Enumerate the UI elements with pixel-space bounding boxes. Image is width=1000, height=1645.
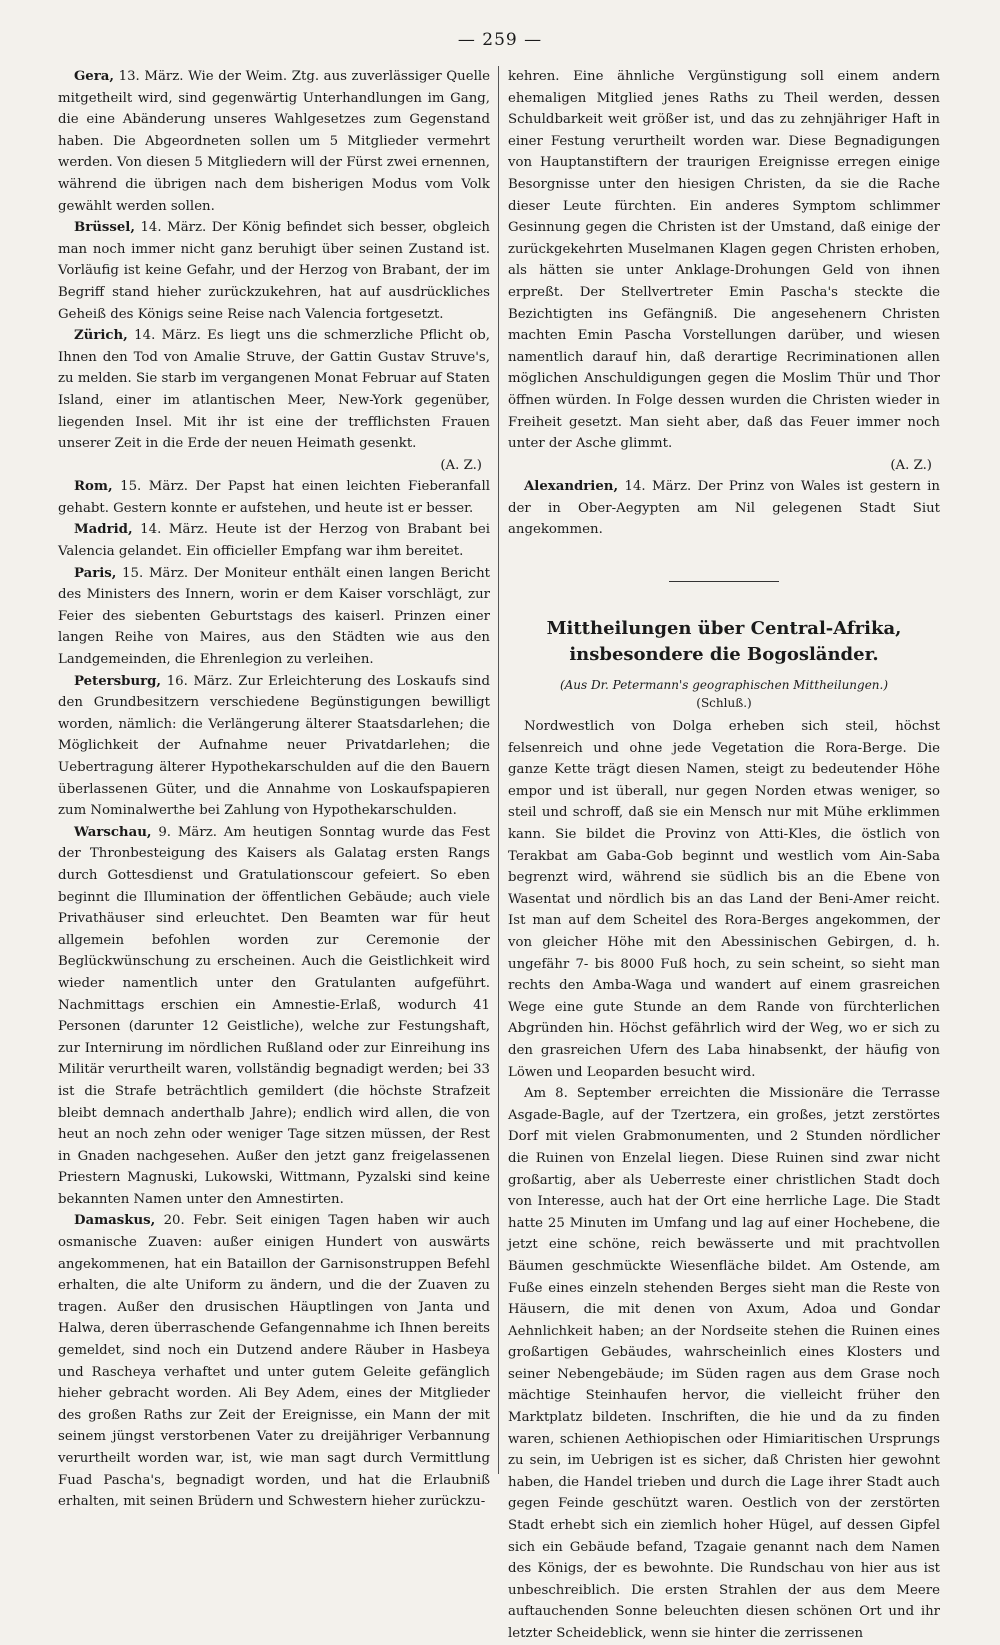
- left-column: [58, 66, 490, 1513]
- news-item-alexandrien: [508, 476, 940, 541]
- news-text: 16. März. Zur Erleichterung des Loskaufs sind den Grundbesitzern verschiedene Begünstigungen bewilligt worden, nämlich: die Verlängerung älterer Staatsdarlehen; die Möglichkeit der Aufnahme neuer Privatdarlehen; die Uebertragung älterer Hypothekarschulden auf die den Bauern überlassenen Güter, und die Annahme von Loskaufspapieren zum Nominalwerthe bei Zahlung von Hypothekarschulden.: [58, 673, 490, 819]
- news-text: 15. März. Der Moniteur enthält einen langen Bericht des Ministers des Innern, worin er dem Kaiser vorschlägt, zur Feier des siebenten Geburtstags des kaiserl. Prinzen einer langen Reihe von Maires, aus den Städten wie aus den Landgemeinden, die Ehrenlegion zu verleihen.: [58, 565, 490, 668]
- news-item-warschau: [58, 822, 490, 1211]
- section-rule: [669, 581, 779, 582]
- news-text: 9. März. Am heutigen Sonntag wurde das Fest der Thronbesteigung des Kaisers als Galatag ersten Rangs durch Gottesdienst und Gratulationscour gefeiert. So eben beginnt die Illumination der öffentlichen Gebäude; auch viele Privathäuser sind erleuchtet. Den Beamten war für heut allgemein befohlen worden zur Ceremonie der Beglückwünschung zu erscheinen. Auch die Geistlichkeit wird wieder namentlich unter den Gratulanten aufgeführt. Nachmittags erschien ein Amnestie-Erlaß, wodurch 41 Personen (darunter 12 Geistliche), welche zur Festungshaft, zur Internirung im nördlichen Rußland oder zur Einreihung ins Militär verurtheilt waren, vollständig begnadigt werden; bei 33 ist die Strafe beträchtlich gemildert (die höchste Strafzeit bleibt demnach anderthalb Jahre); endlich wird allen, die von heut an noch zehn oder weniger Tage sitzen müssen, der Rest in Gnaden nachgesehen. Außer den jetzt ganz freigelassenen Priestern Magnuski, Lukowski, Wittmann, Pyzalski sind keine bekannten Namen unter den Amnestirten.: [58, 824, 490, 1207]
- news-text: kehren. Eine ähnliche Vergünstigung soll einem andern ehemaligen Mitglied jenes Raths zu Theil werden, dessen Schuldbarkeit weit größer ist, und das zu zehnjähriger Haft in einer Festung verurtheilt worden war. Diese Begnadigungen von Hauptanstiftern der traurigen Ereignisse erregen einige Besorgnisse unter den hiesigen Christen, da sie die Rache dieser Leute fürchten. Ein anderes Symptom schlimmer Gesinnung gegen die Christen ist der Umstand, daß einige der zurückgekehrten Muselmanen Klagen gegen Christen erhoben, als hätten sie unter Anklage-Drohungen Geld von ihnen erpreßt. Der Stellvertreter Emin Pascha's steckte die Bezichtigten ins Gefängniß. Die angesehenern Christen machten Emin Pascha Vorstellungen darüber, und wiesen namentlich darauf hin, daß derartige Recriminationen allen möglichen Anschuldigungen gegen die Moslim Thür und Thor öffnen würden. In Folge dessen wurden die Christen wieder in Freiheit gesetzt. Man sieht aber, daß das Feuer immer noch unter der Asche glimmt.: [508, 69, 940, 452]
- dateline-place: Gera,: [73, 69, 115, 84]
- dateline-place: Damaskus,: [73, 1213, 156, 1229]
- article-title: Mittheilungen über Central-Afrika, insbesondere die Bogosländer.: [546, 618, 902, 666]
- dateline-place: Rom,: [73, 479, 113, 495]
- news-text: 14. März. Der Prinz von Wales ist gestern in der in Ober-Aegypten am Nil gelegenen Stadt Siut angekommen.: [508, 479, 940, 538]
- news-text: 14. März. Der König befindet sich besser, obgleich man noch immer nicht ganz beruhigt über seinen Zustand ist. Vorläufig ist keine Gefahr, und der Herzog von Brabant, der im Begriff stand hieher zurückzukehren, hat auf ausdrückliches Geheiß des Königs seine Reise nach Valencia fortgesetzt.: [58, 220, 490, 322]
- news-item-bruessel: [58, 217, 490, 325]
- news-text: 20. Febr. Seit einigen Tagen haben wir auch osmanische Zuaven: außer einigen Hundert von auswärts angekommenen, hat ein Bataillon der Garnisonstruppen Befehl erhalten, die alte Uniform zu ändern, und die der Zuaven zu tragen. Außer den drusischen Häuptlingen von Janta und Halwa, deren überraschende Gefangennahme ich Ihnen bereits gemeldet, sind noch ein Dutzend andere Räuber in Hasbeya und Rascheya verhaftet und unter gutem Geleite gefänglich hieher gebracht worden. Ali Bey Adem, eines der Mitglieder des großen Raths zur Zeit der Ereignisse, ein Mann der mit seinem jüngst verstorbenen Vater zu dreijähriger Verbannung verurtheilt worden war, ist, wie man sagt durch Vermittlung Fuad Pascha's, begnadigt worden, und hat die Erlaubniß erhalten, mit seinen Brüdern und Schwestern hieher zurückzu-: [58, 1213, 490, 1510]
- news-source: (A. Z.): [440, 457, 482, 473]
- news-item-gera: [58, 66, 490, 217]
- news-text: 14. März. Es liegt uns die schmerzliche Pflicht ob, Ihnen den Tod von Amalie Struve, der Gattin Gustav Struve's, zu melden. Sie starb im vergangenen Monat Februar auf Staten Island, einer im atlantischen Meer, New-York gegenüber, liegenden Insel. Mit ihr ist eine der trefflichsten Frauen unserer Zeit in die Erde der neuen Heimath gesenkt.: [58, 328, 490, 452]
- dateline-place: Alexandrien,: [523, 479, 619, 495]
- news-item-damaskus-continued: [508, 66, 940, 476]
- right-column: [508, 66, 940, 1645]
- news-item-zuerich: [58, 325, 490, 476]
- article-paragraph: Nordwestlich von Dolga erheben sich steil, höchst felsenreich und ohne jede Vegetation die Rora-Berge. Die ganze Kette trägt diesen Namen, steigt zu bedeutender Höhe empor und ist überall, nur gegen Norden etwas weniger, so steil und schroff, daß sie ein Mensch nur mit Mühe erklimmen kann. Sie bildet die Provinz von Atti-Kles, die östlich von Terakbat am Gaba-Gob beginnt und westlich vom Ain-Saba begrenzt wird, während sie südlich bis an die Ebene von Wasentat und nördlich bis an das Land der Beni-Amer reicht. Ist man auf dem Scheitel des Rora-Berges angekommen, der von gleicher Höhe mit den Abessinischen Gebirgen, d. h. ungefähr 7- bis 8000 Fuß hoch, zu sein scheint, so sieht man rechts den Amba-Waga und wandert auf einem grasreichen Wege eine gute Stunde an dem Rande von fürchterlichen Abgründen hin. Höchst gefährlich wird der Weg, wo er sich zu den grasreichen Ufern des Laba hinabsenkt, der häufig von Löwen und Leoparden besucht wird.: [508, 719, 940, 1080]
- column-divider: [498, 66, 499, 1474]
- news-item-damaskus: [58, 1210, 490, 1512]
- news-item-petersburg: [58, 671, 490, 822]
- news-item-madrid: [58, 519, 490, 562]
- news-text: 13. März. Wie der Weim. Ztg. aus zuverlässiger Quelle mitgetheilt wird, sind gegenwärtig Unterhandlungen im Gang, die eine Abänderung unseres Wahlgesetzes zum Gegenstand haben. Die Abgeordneten sollen um 5 Mitglieder vermehrt werden. Von diesen 5 Mitgliedern will der Fürst zwei ernennen, während die übrigen nach dem bisherigen Modus vom Volk gewählt werden sollen.: [58, 69, 490, 214]
- dateline-place: Petersburg,: [73, 673, 162, 689]
- news-item-paris: [58, 563, 490, 671]
- page-number: — 259 —: [457, 30, 543, 50]
- article-paragraph: Am 8. September erreichten die Missionäre die Terrasse Asgade-Bagle, auf der Tzertzera, ein großes, jetzt zerstörtes Dorf mit vielen Grabmonumenten, und 2 Stunden nördlicher die Ruinen von Enzelal liegen. Diese Ruinen sind zwar nicht großartig, aber als Ueberreste einer christlichen Stadt doch von Interesse, auch hat der Ort eine herrliche Lage. Die Stadt hatte 25 Minuten im Umfang und lag auf einer Hochebene, die jetzt eine schöne, reich bewässerte und mit prachtvollen Bäumen geschmückte Wiesenfläche bildet. Am Ostende, am Fuße eines einzeln stehenden Berges sieht man die Reste von Häusern, die mit denen von Axum, Adoa und Gondar Aehnlichkeit haben; an der Nordseite stehen die Ruinen eines großartigen Gebäudes, wahrscheinlich eines Klosters und seiner Nebengebäude; im Süden ragen aus dem Grase noch mächtige Steinhaufen hervor, die vielleicht früher den Marktplatz bildeten. Inschriften, die hie und da zu finden waren, schienen Aethiopischen oder Himiaritischen Ursprungs zu sein, im Uebrigen ist es sicher, daß Christen hier gewohnt haben, die Handel trieben und durch die Lage ihrer Stadt auch gegen Feinde geschützt waren. Oestlich von der zerstörten Stadt erhebt sich ein ziemlich hoher Hügel, auf dessen Gipfel sich ein Gebäude befand, Tzagaie genannt nach dem Namen des Königs, der es bewohnte. Die Rundschau von hier aus ist unbeschreiblich. Die ersten Strahlen der aus dem Meere auftauchenden Sonne beleuchten diesen schönen Ort und ihr letzter Scheideblick, wenn sie hinter die zerrissenen: [508, 1086, 940, 1641]
- news-text: 14. März. Heute ist der Herzog von Brabant bei Valencia gelandet. Ein officieller Empfang war ihm bereitet.: [58, 522, 490, 560]
- dateline-place: Brüssel,: [73, 220, 135, 236]
- dateline-place: Warschau,: [73, 824, 152, 840]
- dateline-place: Madrid,: [73, 522, 133, 538]
- article-source: (Aus Dr. Petermann's geographischen Mittheilungen.): [559, 678, 889, 693]
- news-item-rom: [58, 476, 490, 519]
- news-source: (A. Z.): [890, 457, 932, 473]
- news-text: 15. März. Der Papst hat einen leichten Fieberanfall gehabt. Gestern konnte er aufstehen, und heute ist er besser.: [58, 479, 490, 516]
- dateline-place: Paris,: [73, 565, 117, 581]
- article-continuation-note: (Schluß.): [696, 696, 752, 711]
- dateline-place: Zürich,: [73, 328, 128, 344]
